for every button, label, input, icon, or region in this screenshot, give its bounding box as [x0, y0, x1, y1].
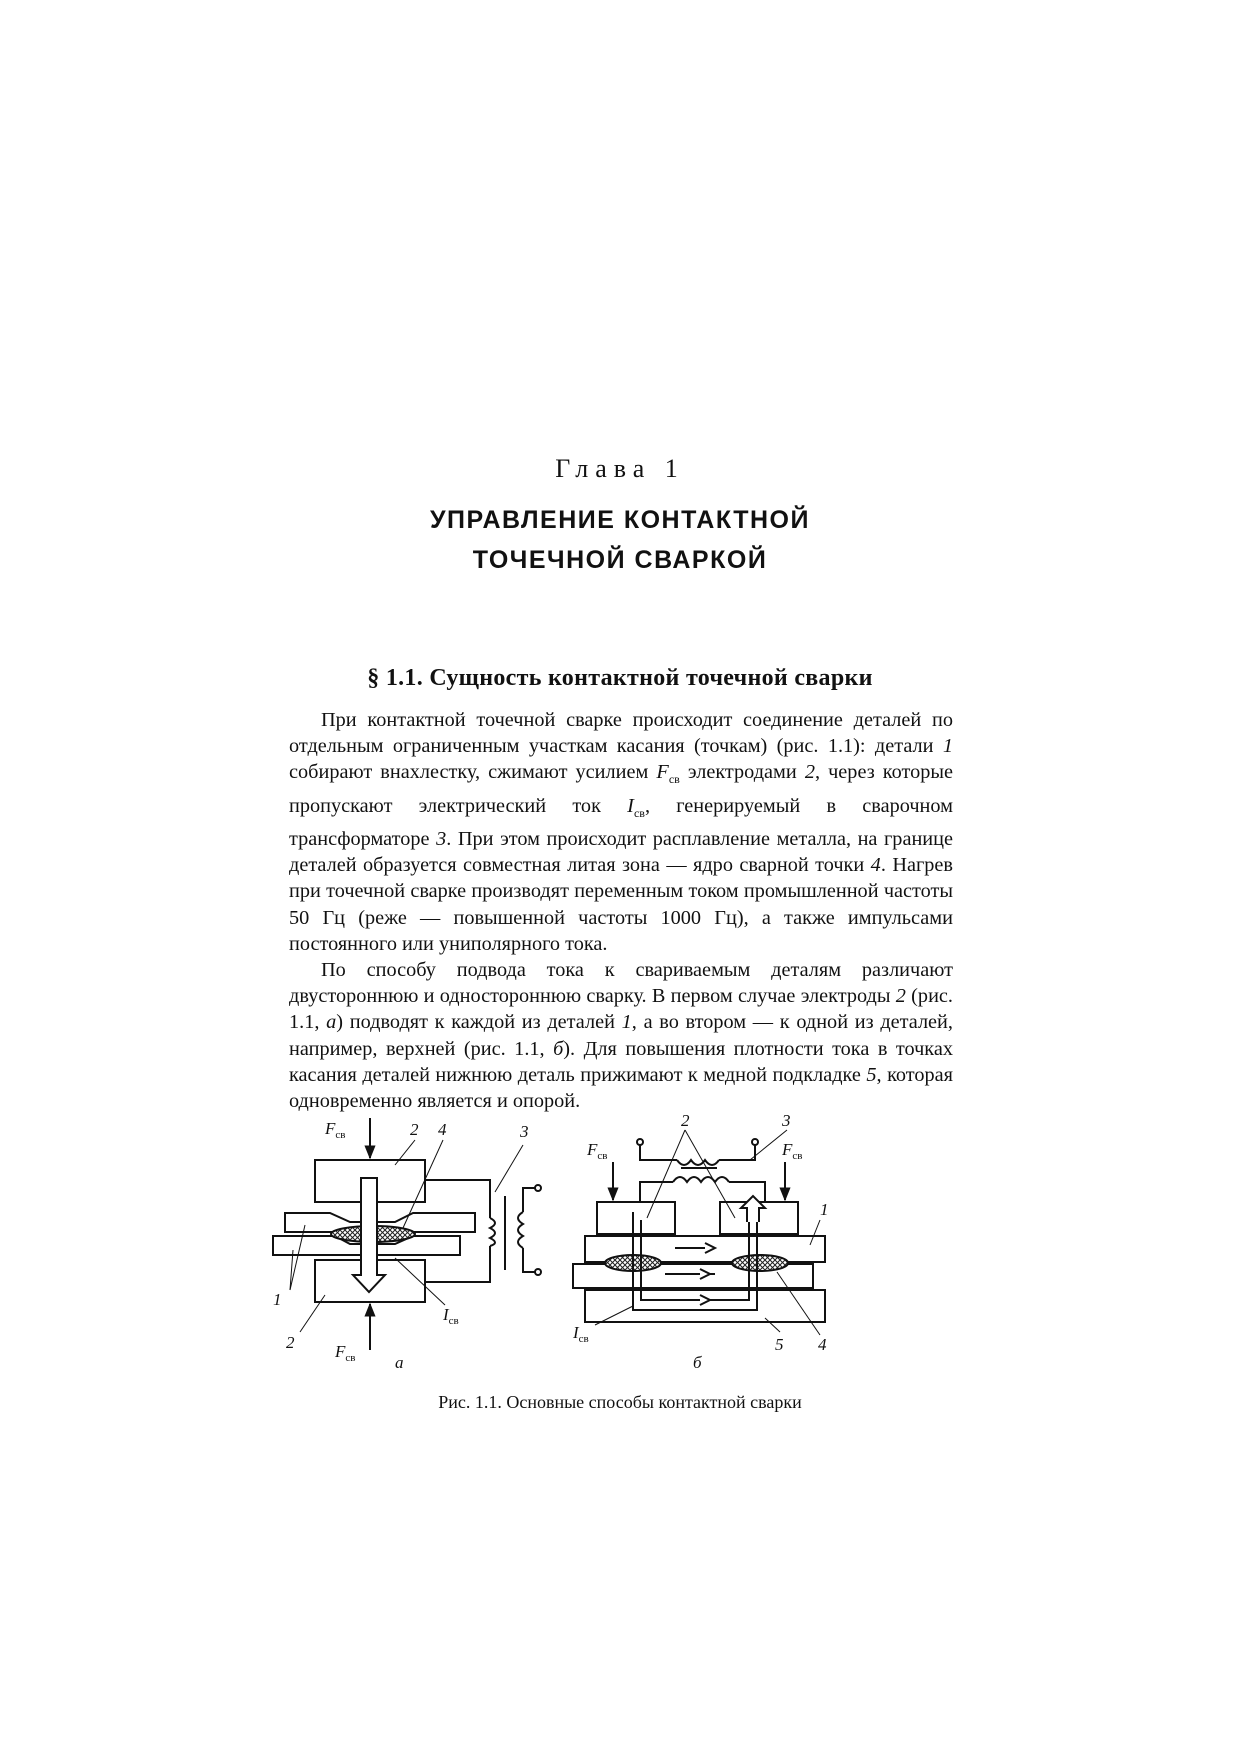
ref-letter: а	[326, 1011, 337, 1034]
label-2-top: 2	[410, 1120, 419, 1139]
chapter-title-line2: ТОЧЕЧНОЙ СВАРКОЙ	[472, 546, 768, 574]
terminal-left	[637, 1139, 643, 1145]
terminal-bottom	[535, 1269, 541, 1275]
weld-nugget-right	[732, 1255, 788, 1271]
panel-a-label: а	[395, 1353, 404, 1372]
label-3: 3	[520, 1122, 529, 1141]
label-force-top: $F_{св}$	[325, 1119, 346, 1141]
label-2-bottom: 2	[286, 1333, 295, 1352]
text-run: . При этом происходит расплавление металла, на границе деталей образуется совместная литая зона — ядро сварной точки	[289, 827, 954, 877]
text-run: , а во втором — к одной из деталей, например, верхней (рис. 1.1,	[289, 1011, 953, 1060]
label-force-right: $F_{св}$	[782, 1140, 803, 1162]
ref-number: 2	[804, 761, 815, 784]
label-current: $I_{св}$	[443, 1305, 459, 1327]
label-3-b: 3	[782, 1111, 791, 1130]
terminal-top	[535, 1185, 541, 1191]
body-text	[289, 707, 953, 1114]
transformer-primary-b	[677, 1160, 719, 1165]
text-run: (рис. 1.1,	[289, 985, 953, 1034]
panel-b-diagram	[573, 1130, 825, 1335]
chapter-title	[0, 500, 1240, 580]
secondary-wire-right	[729, 1182, 765, 1202]
ref-number: 5	[866, 1063, 877, 1086]
subscript: св	[668, 772, 680, 787]
text-run: электродами	[679, 761, 805, 784]
chapter-label: Глава 1	[555, 454, 685, 483]
leader-3	[495, 1145, 523, 1192]
left-electrode	[597, 1202, 675, 1234]
label-1: 1	[273, 1290, 282, 1309]
leader-2-right	[685, 1130, 735, 1218]
transformer-secondary-b	[673, 1177, 729, 1182]
chapter-title-line1: УПРАВЛЕНИЕ КОНТАКТНОЙ	[430, 506, 810, 534]
figure-welding-methods	[273, 1110, 945, 1380]
label-1-b: 1	[820, 1200, 829, 1219]
leader-2-bottom	[300, 1295, 325, 1332]
paragraph-2	[289, 957, 953, 1114]
transformer-secondary	[490, 1218, 495, 1246]
label-4: 4	[438, 1120, 447, 1139]
ref-number: 4	[870, 854, 881, 877]
paragraph-1	[289, 707, 953, 957]
text-run: ) подводят к каждой из деталей	[336, 1011, 622, 1034]
text-run: При контактной точечной сварке происходит соединение деталей по отдельным ограниченным участкам касания (точкам) (рис. 1.1): детали	[289, 709, 953, 758]
panel-a-diagram	[273, 1118, 541, 1350]
text-run: , которая одновременно является и опорой.	[289, 1063, 954, 1112]
force-symbol: F	[656, 761, 669, 784]
figure-diagram	[273, 1110, 945, 1380]
copper-backing	[585, 1290, 825, 1322]
label-5: 5	[775, 1335, 784, 1354]
label-4-b: 4	[818, 1335, 827, 1354]
text-run: собирают внахлестку, сжимают усилием	[289, 761, 657, 784]
subscript: св	[633, 805, 645, 820]
label-force-bottom: $F_{св}$	[335, 1342, 356, 1364]
ref-number: 2	[895, 985, 906, 1008]
supply-wire-right	[719, 1145, 755, 1160]
ref-number: 1	[621, 1011, 632, 1034]
transformer-primary	[518, 1212, 523, 1248]
primary-lead-bottom	[523, 1248, 535, 1272]
text-run: , через которые пропускают электрический ток	[289, 761, 953, 817]
ref-letter: б	[553, 1037, 564, 1060]
label-2-b: 2	[681, 1111, 690, 1130]
panel-b-label: б	[693, 1353, 702, 1372]
text-run: По способу подвода тока к свариваемым деталям различают двустороннюю и одностороннюю сварку. В первом случае электроды	[289, 958, 953, 1008]
supply-wire-left	[640, 1145, 677, 1160]
current-symbol: I	[627, 794, 634, 817]
ref-number: 3	[436, 827, 447, 850]
section-title: § 1.1. Сущность контактной точечной сварки	[367, 665, 873, 691]
text-run: ). Для повышения плотности тока в точках касания деталей нижнюю деталь прижимают к медной подкладке	[289, 1037, 953, 1086]
secondary-wire-left	[640, 1182, 673, 1202]
label-force-left: $F_{св}$	[587, 1140, 608, 1162]
text-run: , генерируемый в сварочном трансформаторе	[289, 794, 953, 850]
ref-number: 1	[942, 735, 953, 758]
label-current-b: $I_{св}$	[573, 1323, 589, 1345]
primary-lead-top	[523, 1188, 535, 1212]
text-run: . Нагрев при точечной сварке производят переменным током промышленной частоты 50 Гц (реже — повышенной частоты 1000 Гц), а также импульсами постоянного или униполярного тока.	[289, 854, 953, 955]
terminal-right	[752, 1139, 758, 1145]
figure-caption: Рис. 1.1. Основные способы контактной сварки	[438, 1392, 802, 1412]
